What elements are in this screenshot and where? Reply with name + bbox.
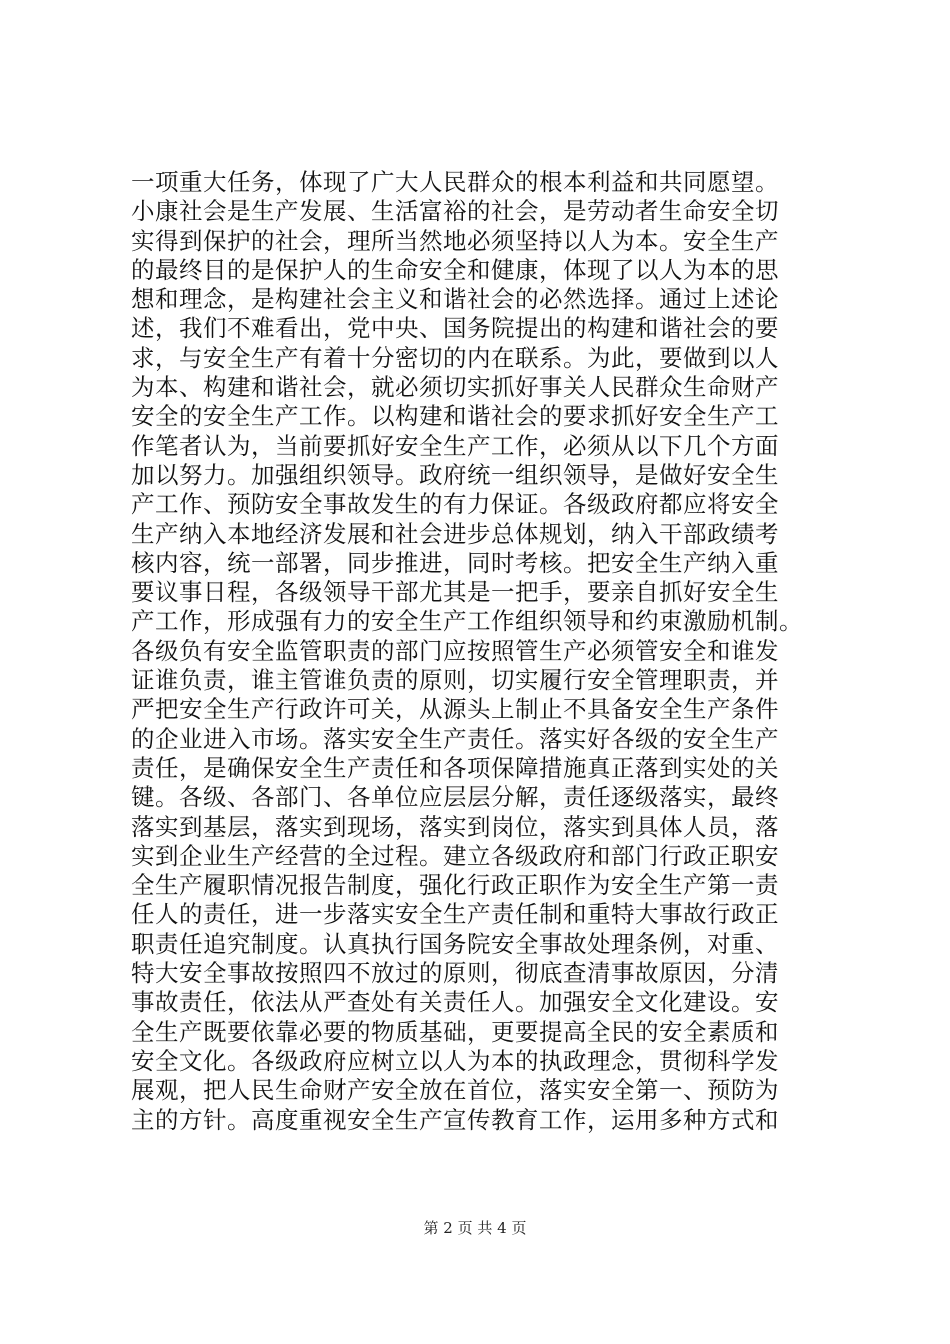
text-line: 责任，是确保安全生产责任和各项保障措施真正落到实处的关: [131, 753, 779, 782]
text-line: 小康社会是生产发展、生活富裕的社会，是劳动者生命安全切: [131, 197, 779, 226]
text-line: 述，我们不难看出，党中央、国务院提出的构建和谐社会的要: [131, 314, 779, 343]
text-line: 的最终目的是保护人的生命安全和健康，体现了以人为本的思: [131, 255, 779, 284]
text-line: 产工作，形成强有力的安全生产工作组织领导和约束激励机制。: [131, 607, 803, 636]
page-number-footer: 第 2 页 共 4 页: [423, 1219, 527, 1237]
text-line: 为本、构建和谐社会，就必须切实抓好事关人民群众生命财产: [131, 373, 779, 402]
text-line: 职责任追究制度。认真执行国务院安全事故处理条例，对重、: [131, 929, 779, 958]
body-text: [131, 168, 831, 1135]
text-line: 证谁负责，谁主管谁负责的原则，切实履行安全管理职责，并: [131, 666, 779, 695]
text-line: 键。各级、各部门、各单位应层层分解，责任逐级落实，最终: [131, 783, 779, 812]
text-line: 安全的安全生产工作。以构建和谐社会的要求抓好安全生产工: [131, 402, 779, 431]
text-line: 生产纳入本地经济发展和社会进步总体规划，纳入干部政绩考: [131, 519, 779, 548]
text-line: 加以努力。加强组织领导。政府统一组织领导，是做好安全生: [131, 460, 779, 489]
text-line: 特大安全事故按照四不放过的原则，彻底查清事故原因，分清: [131, 959, 779, 988]
text-line: 展观，把人民生命财产安全放在首位，落实安全第一、预防为: [131, 1076, 779, 1105]
text-line: 求，与安全生产有着十分密切的内在联系。为此，要做到以人: [131, 343, 779, 372]
text-line: 事故责任，依法从严查处有关责任人。加强安全文化建设。安: [131, 988, 779, 1017]
text-line: 任人的责任，进一步落实安全生产责任制和重特大事故行政正: [131, 900, 779, 929]
text-line: 实得到保护的社会，理所当然地必须坚持以人为本。安全生产: [131, 226, 779, 255]
text-line: 主的方针。高度重视安全生产宣传教育工作，运用多种方式和: [131, 1105, 779, 1134]
text-line: 实到企业生产经营的全过程。建立各级政府和部门行政正职安: [131, 841, 779, 870]
text-line: 核内容，统一部署，同步推进，同时考核。把安全生产纳入重: [131, 548, 779, 577]
text-line: 想和理念，是构建社会主义和谐社会的必然选择。通过上述论: [131, 285, 779, 314]
text-line: 全生产履职情况报告制度，强化行政正职作为安全生产第一责: [131, 871, 779, 900]
text-line: 的企业进入市场。落实安全生产责任。落实好各级的安全生产: [131, 724, 779, 753]
text-line: 作笔者认为，当前要抓好安全生产工作，必须从以下几个方面: [131, 431, 779, 460]
text-line: 全生产既要依靠必要的物质基础，更要提高全民的安全素质和: [131, 1017, 779, 1046]
text-line: 落实到基层，落实到现场，落实到岗位，落实到具体人员，落: [131, 812, 779, 841]
text-line: 严把安全生产行政许可关，从源头上制止不具备安全生产条件: [131, 695, 779, 724]
text-line: 安全文化。各级政府应树立以人为本的执政理念，贯彻科学发: [131, 1046, 779, 1075]
text-line: 产工作、预防安全事故发生的有力保证。各级政府都应将安全: [131, 490, 779, 519]
text-line: 要议事日程，各级领导干部尤其是一把手，要亲自抓好安全生: [131, 578, 779, 607]
text-line: 各级负有安全监管职责的部门应按照管生产必须管安全和谁发: [131, 636, 779, 665]
text-line: 一项重大任务，体现了广大人民群众的根本利益和共同愿望。: [131, 168, 779, 196]
